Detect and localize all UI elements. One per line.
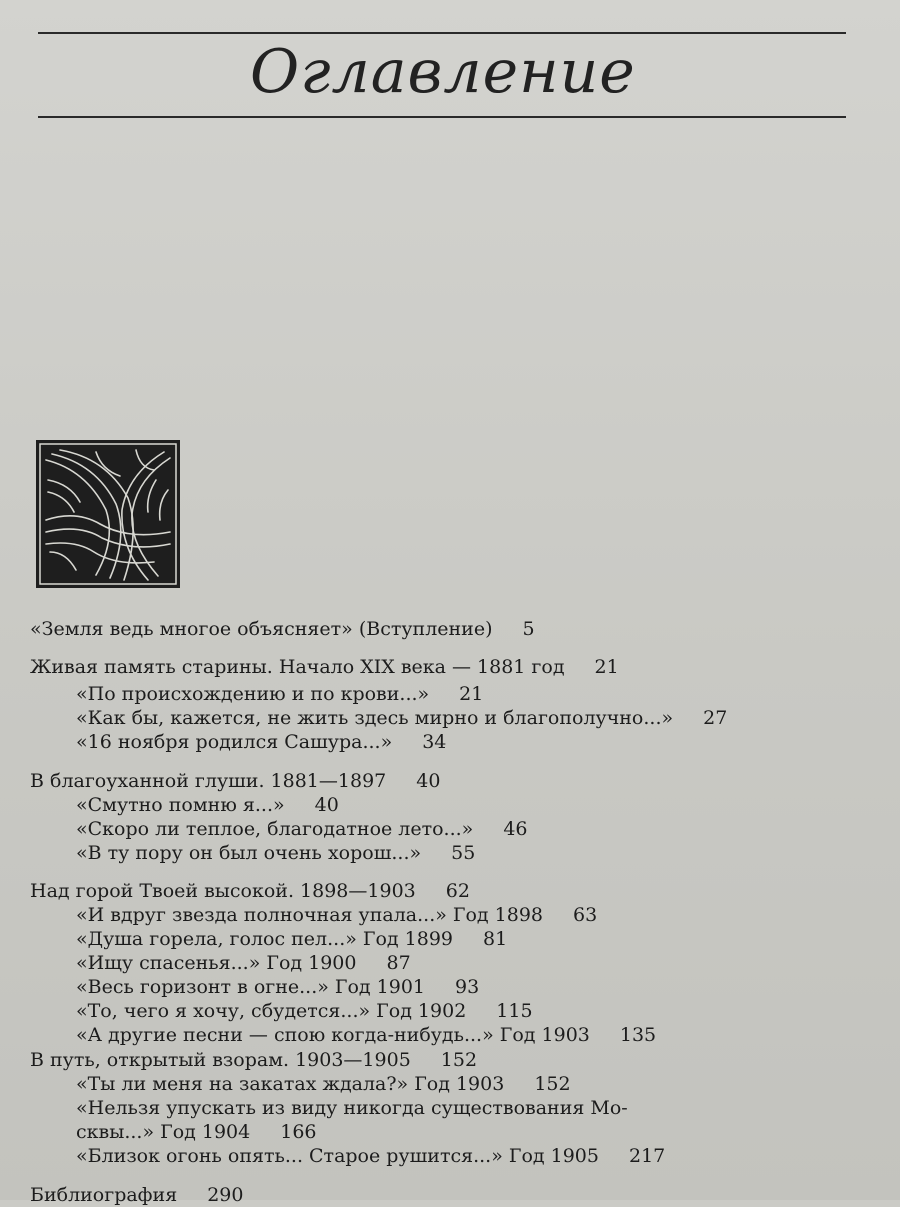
toc-subentry [76, 1121, 317, 1144]
toc-page-number: 81 [483, 928, 508, 950]
toc-chapter [30, 656, 619, 679]
toc-entry-title: «То, чего я хочу, сбудется...» Год 1902 [76, 1000, 467, 1022]
toc-page-number: 115 [496, 1000, 533, 1022]
toc-page-number: 217 [628, 1145, 666, 1167]
toc-entry-title: «Ты ли меня на закатах ждала?» Год 1903 [76, 1073, 505, 1095]
toc-page-number: 63 [573, 904, 598, 926]
toc-entry-title: «16 ноября родился Сашура...» [76, 731, 393, 753]
toc-entry-title: «Земля ведь многое объясняет» (Вступление) [30, 618, 493, 640]
toc-entry-title: «И вдруг звезда полночная упала...» Год 1898 [76, 904, 544, 926]
toc-subentry [76, 842, 475, 865]
toc-page-number: 27 [703, 707, 728, 729]
toc-subentry [76, 818, 528, 841]
toc-page-number: 62 [445, 880, 470, 902]
toc-page-number: 290 [207, 1184, 244, 1206]
toc-chapter [30, 880, 470, 903]
toc-chapter [30, 1049, 477, 1072]
toc-entry-title: «А другие песни — спою когда-нибудь...» Год 1903 [76, 1024, 590, 1046]
toc-entry-title: «В ту пору он был очень хорош...» [76, 842, 422, 864]
toc-subentry [76, 1097, 628, 1120]
header-rule-bottom [38, 116, 846, 118]
toc-entry-title: «Нельзя упускать из виду никогда существования Мо- [76, 1097, 628, 1119]
toc-subentry [76, 1000, 533, 1023]
woodcut-ornament [36, 440, 180, 588]
toc-page-number: 152 [440, 1049, 478, 1071]
toc-entry-title: «Как бы, кажется, не жить здесь мирно и благополучно...» [76, 707, 674, 729]
toc-page-number: 21 [459, 683, 484, 705]
toc-entry-title: «Близок огонь опять... Старое рушится...» Год 1905 [76, 1145, 599, 1167]
toc-page-number: 5 [522, 618, 535, 640]
toc-page-number: 40 [416, 770, 441, 792]
toc-subentry [76, 731, 446, 754]
toc-page-number: 135 [619, 1024, 657, 1046]
page-title: Оглавление [250, 37, 636, 107]
toc-page-number: 40 [314, 794, 339, 816]
toc-subentry [76, 928, 507, 951]
toc-page-number: 34 [422, 731, 447, 753]
toc-subentry [76, 683, 483, 706]
toc-entry-title: «По происхождению и по крови...» [76, 683, 430, 705]
toc-chapter [30, 618, 535, 641]
toc-entry-title: «Смутно помню я...» [76, 794, 285, 816]
toc-page-number: 55 [451, 842, 476, 864]
toc-entry-title: «Скоро ли теплое, благодатное лето...» [76, 818, 474, 840]
toc-entry-title: «Ищу спасенья...» Год 1900 [76, 952, 357, 974]
toc-subentry [76, 794, 339, 817]
toc-subentry [76, 1145, 665, 1168]
toc-page-number: 152 [534, 1073, 571, 1095]
toc-entry-title: «Весь горизонт в огне...» Год 1901 [76, 976, 426, 998]
toc-page-number: 93 [455, 976, 480, 998]
toc-subentry [76, 707, 727, 730]
toc-chapter [30, 1184, 243, 1207]
toc-entry-title: сквы...» Год 1904 [76, 1121, 251, 1143]
toc-subentry [76, 904, 597, 927]
toc-subentry [76, 952, 411, 975]
toc-entry-title: «Душа горела, голос пел...» Год 1899 [76, 928, 454, 950]
toc-page-number: 21 [594, 656, 619, 678]
toc-entry-title: В путь, открытый взорам. 1903—1905 [30, 1049, 411, 1071]
toc-page-number: 166 [280, 1121, 317, 1143]
toc-entry-title: В благоуханной глуши. 1881—1897 [30, 770, 387, 792]
toc-subentry [76, 1073, 571, 1096]
toc-chapter [30, 770, 440, 793]
toc-entry-title: Над горой Твоей высокой. 1898—1903 [30, 880, 416, 902]
toc-entry-title: Библиография [30, 1184, 178, 1206]
toc-subentry [76, 1024, 656, 1047]
toc-page-number: 87 [386, 952, 411, 974]
toc-entry-title: Живая память старины. Начало XIX века — 1881 год [30, 656, 565, 678]
toc-page-number: 46 [503, 818, 528, 840]
toc-subentry [76, 976, 479, 999]
